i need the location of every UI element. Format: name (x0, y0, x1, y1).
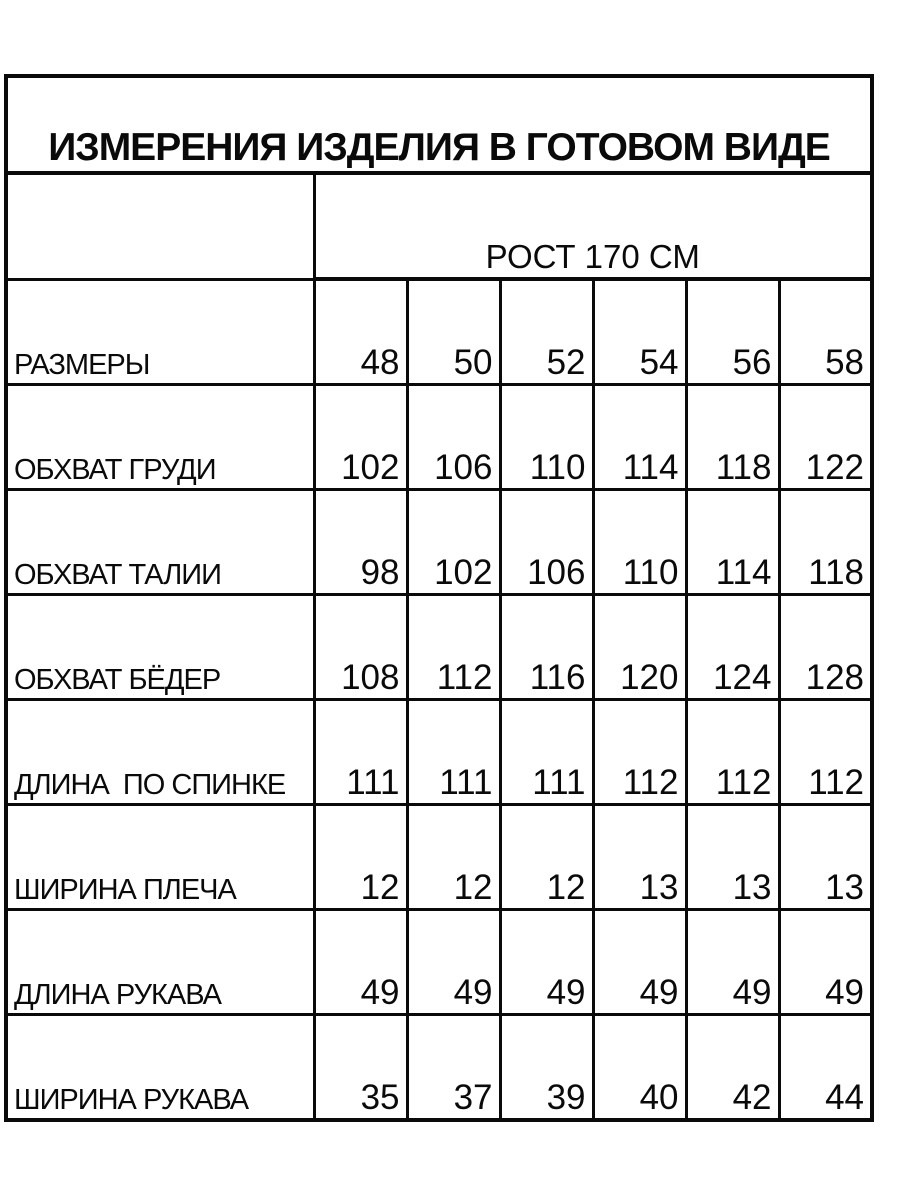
value-cell: 108 (314, 594, 407, 699)
title-row (6, 76, 872, 173)
value-cell: 48 (314, 279, 407, 384)
value-cell: 118 (779, 489, 872, 594)
row-label: ОБХВАТ БЁДЕР (6, 594, 314, 699)
value-cell: 42 (686, 1015, 779, 1120)
value-cell: 12 (314, 805, 407, 910)
value-cell: 116 (500, 594, 593, 699)
value-cell: 112 (407, 594, 500, 699)
value-cell: 49 (779, 910, 872, 1015)
value-cell: 49 (686, 910, 779, 1015)
table-row-sizes (6, 279, 872, 384)
value-cell: 114 (593, 384, 686, 489)
value-cell: 112 (779, 700, 872, 805)
row-label: ОБХВАТ ТАЛИИ (6, 489, 314, 594)
row-label: ДЛИНА РУКАВА (6, 910, 314, 1015)
value-cell: 122 (779, 384, 872, 489)
value-cell: 49 (314, 910, 407, 1015)
row-label: ДЛИНА ПО СПИНКЕ (6, 700, 314, 805)
value-cell: 49 (500, 910, 593, 1015)
empty-corner-cell (6, 173, 314, 279)
value-cell: 58 (779, 279, 872, 384)
value-cell: 118 (686, 384, 779, 489)
value-cell: 52 (500, 279, 593, 384)
table-row-sleeve-width (6, 1015, 872, 1120)
row-label: ШИРИНА РУКАВА (6, 1015, 314, 1120)
value-cell: 13 (779, 805, 872, 910)
value-cell: 102 (407, 489, 500, 594)
row-label: РАЗМЕРЫ (6, 279, 314, 384)
height-header: РОСТ 170 СМ (314, 173, 872, 279)
value-cell: 37 (407, 1015, 500, 1120)
value-cell: 54 (593, 279, 686, 384)
value-cell: 49 (407, 910, 500, 1015)
table-row-waist (6, 489, 872, 594)
table-row-back-length (6, 700, 872, 805)
table-row-shoulder-width (6, 805, 872, 910)
value-cell: 112 (686, 700, 779, 805)
value-cell: 111 (407, 700, 500, 805)
table-row-chest (6, 384, 872, 489)
value-cell: 106 (500, 489, 593, 594)
value-cell: 98 (314, 489, 407, 594)
table-title: ИЗМЕРЕНИЯ ИЗДЕЛИЯ В ГОТОВОМ ВИДЕ (6, 76, 872, 173)
value-cell: 40 (593, 1015, 686, 1120)
value-cell: 39 (500, 1015, 593, 1120)
value-cell: 56 (686, 279, 779, 384)
value-cell: 110 (593, 489, 686, 594)
value-cell: 120 (593, 594, 686, 699)
value-cell: 128 (779, 594, 872, 699)
value-cell: 106 (407, 384, 500, 489)
value-cell: 35 (314, 1015, 407, 1120)
table-row-sleeve-length (6, 910, 872, 1015)
value-cell: 13 (593, 805, 686, 910)
table-row-hips (6, 594, 872, 699)
value-cell: 12 (407, 805, 500, 910)
value-cell: 102 (314, 384, 407, 489)
height-header-row (6, 173, 872, 279)
value-cell: 13 (686, 805, 779, 910)
value-cell: 110 (500, 384, 593, 489)
value-cell: 111 (500, 700, 593, 805)
value-cell: 124 (686, 594, 779, 699)
value-cell: 50 (407, 279, 500, 384)
row-label: ОБХВАТ ГРУДИ (6, 384, 314, 489)
value-cell: 114 (686, 489, 779, 594)
row-label: ШИРИНА ПЛЕЧА (6, 805, 314, 910)
value-cell: 112 (593, 700, 686, 805)
value-cell: 49 (593, 910, 686, 1015)
value-cell: 111 (314, 700, 407, 805)
value-cell: 44 (779, 1015, 872, 1120)
value-cell: 12 (500, 805, 593, 910)
size-table (4, 74, 874, 1122)
